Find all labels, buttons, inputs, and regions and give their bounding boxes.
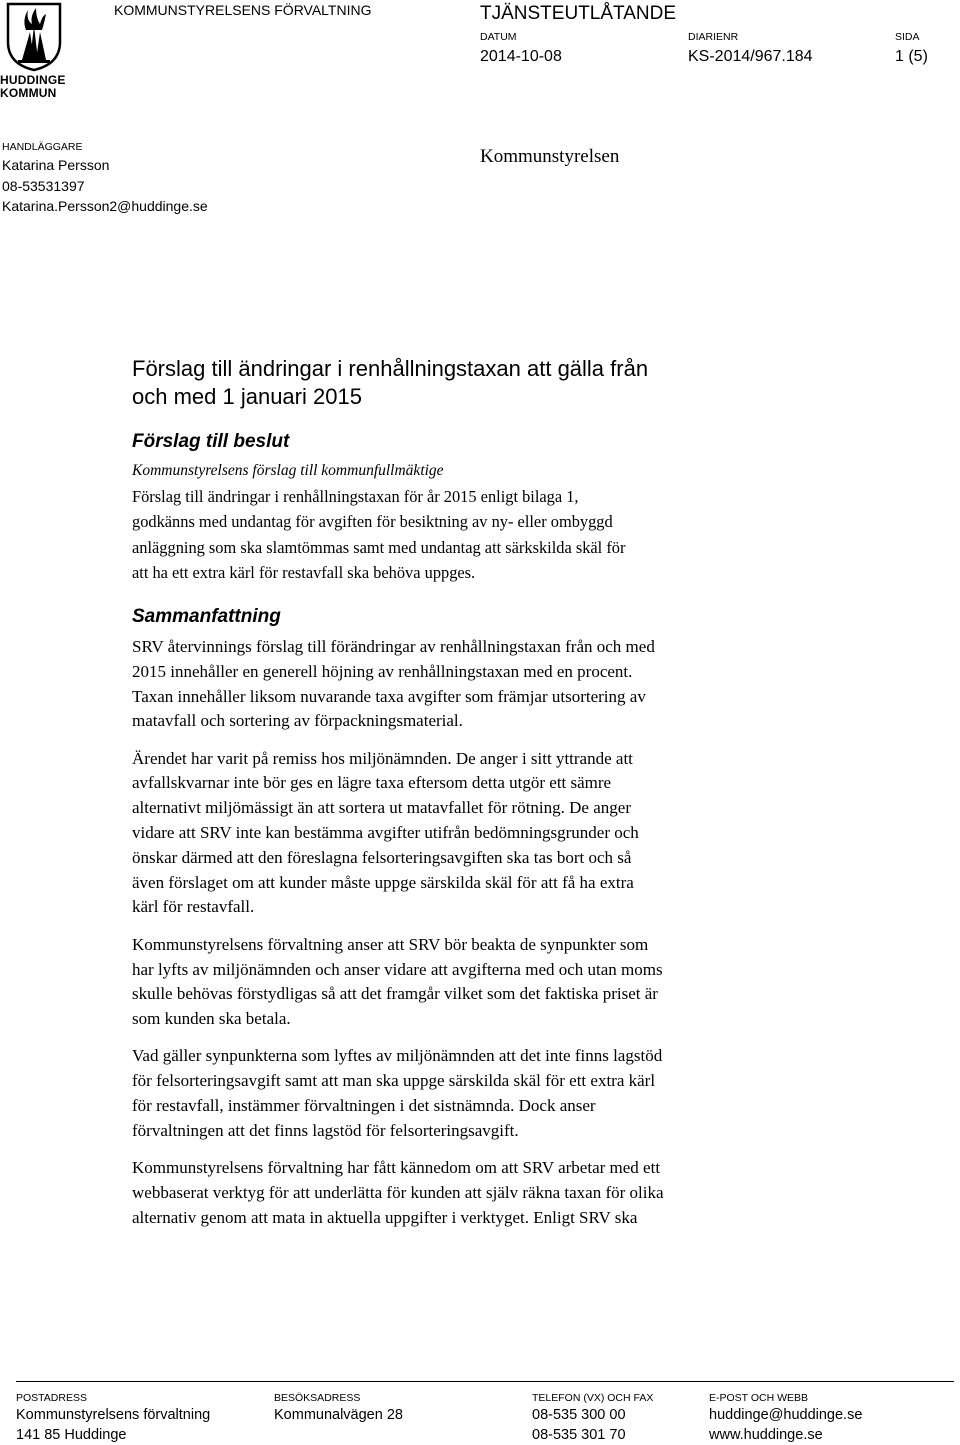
decision-heading: Förslag till beslut: [132, 431, 290, 452]
summary-line: för felsorteringsavgift samt att man ska uppge särskilda skäl för ett extra kärl: [132, 1071, 656, 1091]
decision-line: godkänns med undantag för avgiften för besiktning av ny- eller ombyggd: [132, 512, 613, 532]
footer-email[interactable]: huddinge@huddinge.se: [709, 1407, 863, 1423]
postal-label: POSTADRESS: [16, 1392, 87, 1404]
handler-email: Katarina.Persson2@huddinge.se: [2, 198, 208, 214]
summary-line: webbaserat verktyg för att underlätta för kunden att själv räkna taxan för olika: [132, 1182, 664, 1202]
summary-line: kärl för restavfall.: [132, 897, 255, 917]
summary-line: Vad gäller synpunkterna som lyftes av miljönämnden att det inte finns lagstöd: [132, 1046, 663, 1066]
date-value: 2014-10-08: [480, 48, 562, 65]
footer-postal: [16, 1391, 210, 1445]
handler-phone: 08-53531397: [2, 178, 85, 194]
summary-line: önskar därmed att den föreslagna felsorteringsavgiften ska tas bort och så: [132, 847, 632, 867]
document-type: TJÄNSTEUTLÅTANDE: [480, 3, 677, 24]
municipality-logo: [0, 0, 70, 104]
summary-line: Kommunstyrelsens förvaltning har fått kännedom om att SRV arbetar med ett: [132, 1158, 661, 1178]
summary-line: Kommunstyrelsens förvaltning anser att SRV bör beakta de synpunkter som: [132, 934, 649, 954]
footer-divider: [16, 1381, 954, 1382]
logo-text-line1: HUDDINGE: [0, 73, 66, 87]
summary-line: matavfall och sortering av förpackningsmaterial.: [132, 711, 463, 731]
page-number: 1 (5): [895, 48, 928, 65]
reference-label: DIARIENR: [688, 31, 739, 43]
page-footer: [0, 1381, 960, 1442]
summary-line: alternativt miljömässigt än att sortera ut matavfallet för rötning. De anger: [132, 798, 631, 818]
logo-text-line2: KOMMUN: [0, 86, 57, 100]
summary-line: avfallskvarnar inte bör ges en lägre taxa eftersom detta utgör ett sämre: [132, 773, 612, 793]
summary-line: Taxan innehåller liksom nuvarande taxa avgifter som främjar utsortering av: [132, 686, 646, 706]
summary-paragraph: [132, 747, 892, 921]
summary-paragraph: [132, 1156, 892, 1230]
summary-paragraph: [132, 635, 892, 734]
decision-line: att ha ett extra kärl för restavfall ska behöva uppges.: [132, 562, 476, 582]
handler-label: HANDLÄGGARE: [2, 141, 83, 153]
summary-line: för restavfall, instämmer förvaltningen i det sistnämnda. Dock anser: [132, 1096, 596, 1116]
visit-label: BESÖKSADRESS: [274, 1392, 361, 1404]
footer-website[interactable]: www.huddinge.se: [709, 1427, 823, 1443]
title-line-1: Förslag till ändringar i renhållningstaxan att gälla från: [132, 356, 649, 381]
summary-line: förvaltningen att det finns lagstöd för felsorteringsavgift.: [132, 1120, 519, 1140]
summary-line: vidare att SRV inte kan bestämma avgifter utifrån bedömningsgrunder och: [132, 823, 639, 843]
footer-visit: [274, 1391, 403, 1425]
summary-line: som kunden ska betala.: [132, 1009, 291, 1029]
summary-paragraph: [132, 1044, 892, 1143]
summary-line: Ärendet har varit på remiss hos miljönämnden. De anger i sitt yttrande att: [132, 748, 633, 768]
summary-line: har lyfts av miljönämnden och anser vidare att avgifterna med och utan moms: [132, 959, 663, 979]
postal-line2: 141 85 Huddinge: [16, 1427, 127, 1443]
summary-body: [132, 635, 892, 1243]
page-label: SIDA: [895, 31, 920, 43]
footer-web: [709, 1391, 862, 1445]
summary-line: även förslaget om att kunder måste uppge särskilda skäl för att få ha extra: [132, 872, 634, 892]
summary-paragraph: [132, 933, 892, 1032]
postal-line1: Kommunstyrelsens förvaltning: [16, 1407, 211, 1423]
phone-label: TELEFON (VX) OCH FAX: [532, 1392, 654, 1404]
summary-line: SRV återvinnings förslag till förändringar av renhållningstaxan från och med: [132, 637, 655, 656]
handler-name: Katarina Persson: [2, 157, 110, 173]
decision-subheading: Kommunstyrelsens förslag till kommunfullmäktige: [132, 462, 444, 479]
summary-heading: Sammanfattning: [132, 606, 281, 627]
decision-line: anläggning som ska slamtömmas samt med undantag att särkskilda skäl för: [132, 537, 626, 557]
recipient: Kommunstyrelsen: [480, 146, 620, 167]
summary-line: 2015 innehåller en generell höjning av renhållningstaxan med en procent.: [132, 661, 633, 681]
date-label: DATUM: [480, 31, 517, 43]
summary-line: skulle behövas förstydligas så att det framgår vilket som det faktiska priset är: [132, 984, 658, 1004]
reference-number: KS-2014/967.184: [688, 48, 813, 65]
organization-name: KOMMUNSTYRELSENS FÖRVALTNING: [114, 2, 372, 18]
footer-phone: [532, 1391, 653, 1445]
title-line-2: och med 1 januari 2015: [132, 384, 362, 409]
coat-of-arms-icon: [6, 2, 62, 72]
fax-number: 08-535 301 70: [532, 1427, 626, 1443]
web-label: E-POST OCH WEBB: [709, 1392, 808, 1404]
summary-line: alternativ genom att mata in aktuella uppgifter i verktyget. Enligt SRV ska: [132, 1207, 638, 1227]
phone-number: 08-535 300 00: [532, 1407, 626, 1423]
decision-text: [132, 484, 852, 585]
visit-address: Kommunalvägen 28: [274, 1407, 403, 1423]
decision-line: Förslag till ändringar i renhållningstaxan för år 2015 enligt bilaga 1,: [132, 487, 579, 506]
document-title: [132, 355, 832, 411]
